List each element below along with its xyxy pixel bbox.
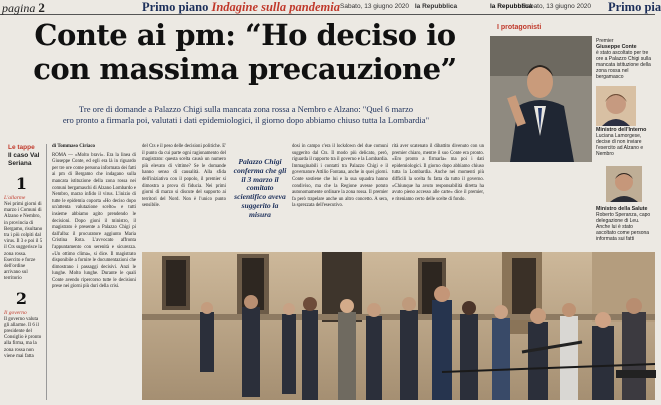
article-column-4 [392,144,484,252]
column-divider [46,144,47,400]
timeline-text: Nei primi giorni di marzo i Comuni di Alzano e Nembro, in provincia di Bergamo, risultano tra i più colpiti dal virus. Il 3 e poi il 5 il Cts suggerisce la zona rossa. Esercito e forze dell'ordine arrivano sul territorio [4,202,43,282]
section-topic: Indagine sulla pandemia [211,0,340,14]
article-headline: Conte ai pm: “Ho deciso io con massima precauzione” [33,18,457,86]
page-number: pagina 2 [2,0,45,15]
byline: di Tommaso Ciriaco [52,144,96,149]
facing-section-title: Primo pia [608,0,661,14]
body-text: dosi in campo c'era il lockdown del due comuni suggerito dal Cts. Il modo più delicato, però, riguarda il rapporto tra il governo e la Lombardia. Immaginabili i contatti tra Palazzo Chigi e il governatore Attilio Fontana, anche in quei giorni. Conte sostiene che lui e la sua squadra hanno condiviso, ma che la Regione avesse potuto autonomamente ordinare la zona rossa. Il premier fa però trapelare anche un altro concetto. A sera, la sprezzata dell'esecutivo. [292,144,388,209]
conte-photo [490,36,592,162]
conte-caption: Premier Giuseppe Conte è stato ascoltato per tre ore a Palazzo Chigi sulla mancata istituzione della zona rossa nel bergamasco [596,38,652,80]
timeline-number: 1 [15,174,28,193]
press-crowd-photo [142,252,655,400]
timeline-sidebar [0,144,43,400]
speranza-portrait [606,166,642,202]
facing-page-header [490,0,661,15]
facing-paper-name: la Repubblica [490,3,533,10]
protagonists-label: I protagonisti [497,24,542,31]
timeline-text: Il governo valuta gli allarme. Il 6 il presidente del Consiglio è pronto alla firma, ma la zona rossa non viene mai fatta [4,316,42,359]
article-column-2 [142,144,226,252]
lamorgese-caption: Ministro dell'Interno Luciana Lamorgese, decise di non inviare l'esercito ad Alzano e Nembro [596,127,647,157]
article-column-3 [292,144,388,252]
facing-issue-date: Sabato, 13 giugno 2020 [522,3,592,10]
timeline-subtitle: Il caso Val Seriana [8,152,40,167]
body-text: ROMA — «Molto bravi». Era la linea di Giuseppe Conte, ed egli era là in riguardo per tre ore come persona informata dei fatti ai pm di Bergamo che indagano sulla mancata istituzione della zona rossa nei comuni bergamaschi di Alzano Lombardo e Nembro, marzo infido il virus. L'inizio di tutte le epidemia coporta «Ho deciso dopo un'attenta valutazione scelto» e tutti insieme abbiamo agito prendendo le decisioni. Dopo gioni il ministro, il magistrato è presente a Palazzo Chigi pi dall'alba: il procuratore aggiunto Maria Cristina Rota. L'avvocato affronta l'appuntamento con serenità e sicurezza. «Un ottimo clima», si dice. Il magistrato disponibile a fornire le documentazioni che dimostrano i passaggi decisivi. Anzi le lunghe. Molto lunghe. Durante le quali Conte avendo ripercorso tutte le decisioni prese nei giorni più duri della crisi. [52,152,136,290]
lamorgese-portrait [596,86,636,126]
body-text: rità aver scatenato il dibattito divenuto con un premier chiaro, mentre il suo Conte era pronto. «Ero pronto a firmarla» ma poi i dati epidemiologici. Il giorno dopo abbiamo chiuso tutta la Lombardia. Anche nei momenti più difficili la scelta fu fatta da tutto il governo. «Chiunque ha avuto responsabilità diretta ha avuto pieno accesso alle carte» dice il premier, e riteniamo certo delle scelte di fondo. [392,144,484,202]
section-title: Primo piano Indagine sulla pandemia [142,0,340,14]
timeline-heading: L'allarme [4,195,26,201]
article-subhead: Tre ore di domande a Palazzo Chigi sulla mancata zona rossa a Nembro e Alzano: "Quel 6 marzo ero pronto a firmarla poi, valutati i dati epidemiologici, il giorno dopo abbiamo chiuso tutta la Lombardia" [62,104,430,125]
issue-date: Sabato, 13 giugno 2020 la Repubblica [340,3,458,10]
paper-name: la Repubblica [414,3,458,10]
timeline-heading: Il governo [4,309,27,316]
timeline-number: 2 [15,288,28,308]
pull-quote: Palazzo Chigi conferma che gli il 3 marzo il comitato scientifico aveva suggerito la misura [233,157,287,219]
body-text: del Cts e il peso delle decisioni politiche. E' il punto da cui parte ogni ragionamento del magistrato: questa scelta causò un numero più elevato di vittime? Se le domande hanno senso di causalità. Alla sfida dell'iniziativa con il popolo, il premier si dimostra a prova di fiducia. Nei primi giorni di marzo si discute del supporto ai territori del Nord. Non è l'unico punto sensibile. [142,144,226,209]
timeline-title: Le tappe [8,144,35,151]
article-column-1 [52,144,136,394]
speranza-caption: Ministro della Salute Roberto Speranza, capo delegazione di Leu. Anche lui è stato ascoltato come persona informata sui fatti [596,206,651,242]
page-header [0,0,490,15]
